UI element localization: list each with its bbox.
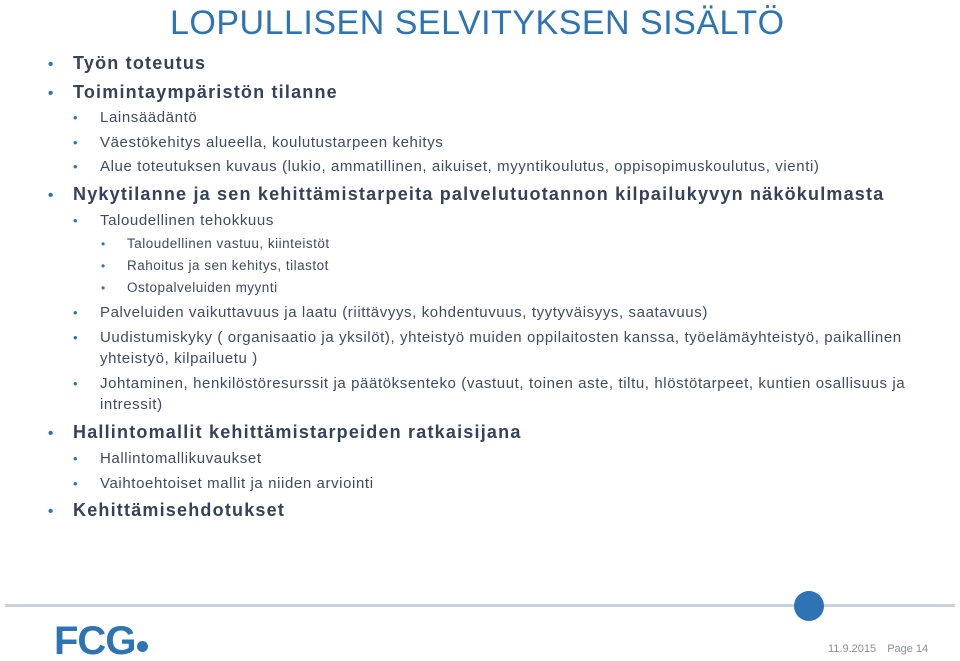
bullet-text: Rahoitus ja sen kehitys, tilastot [127,258,329,273]
bullet-text: Nykytilanne ja sen kehittämistarpeita palvelutuotannon kilpailukyvyn näkökulmasta [73,184,885,204]
bullet-icon: • [48,425,55,442]
bullet-item [48,256,928,276]
footer-meta [828,643,936,655]
bullet-item [48,52,928,75]
bullet-icon: • [101,237,106,251]
bullet-icon: • [73,376,79,391]
bullet-item [48,234,928,254]
bullet-text: Kehittämisehdotukset [73,500,286,520]
bullet-item [48,132,928,153]
bullet-text: Väestökehitys alueella, koulutustarpeen kehitys [100,134,444,151]
bullet-text: Alue toteutuksen kuvaus (lukio, ammatillinen, aikuiset, myyntikoulutus, oppisopimuskoulutus, vienti) [100,158,820,175]
fcg-logo [54,621,148,661]
bullet-icon: • [48,85,55,102]
bullet-item [48,210,928,231]
bullet-item [48,421,928,444]
bullet-list [48,52,928,522]
bullet-text: Lainsäädäntö [100,109,198,126]
bullet-item [48,107,928,128]
bullet-item [48,499,928,522]
bullet-text: Toimintaympäristön tilanne [73,82,338,102]
bullet-icon: • [73,213,79,228]
bullet-icon: • [73,159,79,174]
bullet-icon: • [48,187,55,204]
bullet-text: Ostopalveluiden myynti [127,280,278,295]
footer-date: 11.9.2015 [828,643,877,655]
bullet-text: Hallintomallikuvaukset [100,450,262,467]
bullet-item [48,278,928,298]
bullet-text: Hallintomallit kehittämistarpeiden ratkaisijana [73,422,522,442]
bullet-icon: • [73,451,79,466]
bullet-item [48,302,928,323]
bullet-icon: • [73,330,79,345]
bullet-item [48,156,928,177]
bullet-text: Taloudellinen tehokkuus [100,212,274,229]
bullet-text: Taloudellinen vastuu, kiinteistöt [127,236,330,251]
page-number: Page 14 [887,643,929,655]
bullet-icon: • [101,259,106,273]
bullet-item [48,373,928,415]
bullet-text: Johtaminen, henkilöstöresurssit ja päätöksenteko (vastuut, toinen aste, tiltu, hlöstötarpeet, kuntien osallisuus ja intressit) [100,375,906,413]
bullet-item [48,448,928,469]
bullet-item [48,183,928,206]
bullet-icon: • [73,135,79,150]
bullet-icon: • [48,503,55,520]
logo-dot-icon [137,641,148,652]
bullet-text: Vaihtoehtoiset mallit ja niiden arviointi [100,475,374,492]
bullet-icon: • [48,56,55,73]
bullet-icon: • [73,110,79,125]
bullet-item [48,473,928,494]
slide-title: LOPULLISEN SELVITYKSEN SISÄLTÖ [170,4,785,42]
logo-text: FCG [54,619,136,661]
bullet-text: Työn toteutus [73,53,207,73]
bullet-icon: • [101,281,106,295]
footer-circle-icon [794,591,824,621]
bullet-icon: • [73,305,79,320]
bullet-text: Uudistumiskyky ( organisaatio ja yksilöt), yhteistyö muiden oppilaitosten kanssa, työelämäyhteistyö, paikallinen yhteistyö, kilpailuetu ) [100,329,902,367]
bullet-item [48,81,928,104]
bullet-icon: • [73,476,79,491]
bullet-item [48,327,928,369]
bullet-text: Palveluiden vaikuttavuus ja laatu (riittävyys, kohdentuvuus, tyytyväisyys, saatavuus) [100,304,708,321]
